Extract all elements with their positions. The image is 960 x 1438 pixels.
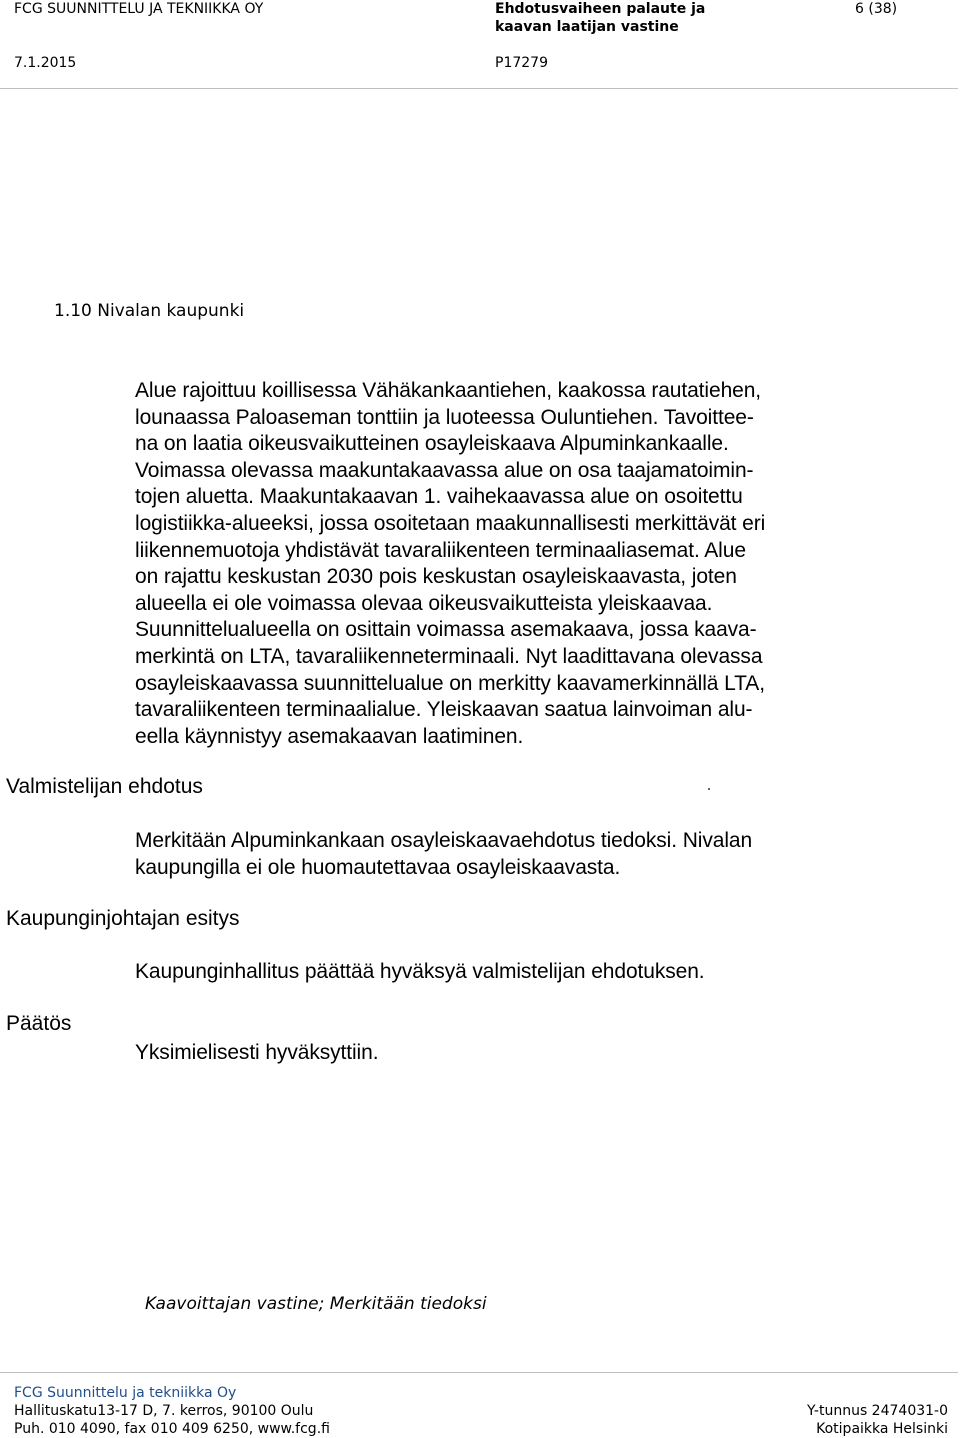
paragraph-line: na on laatia oikeusvaikutteinen osayleiskaava Alpuminkankaalle. bbox=[135, 432, 729, 456]
footer-domicile: Kotipaikka Helsinki bbox=[816, 1421, 948, 1437]
proposal-line: kaupungilla ei ole huomautettavaa osayleiskaavasta. bbox=[135, 855, 621, 879]
paragraph-line: logistiikka-alueeksi, jossa osoitetaan maakunnallisesti merkittävät eri bbox=[135, 511, 766, 535]
paragraph-line: lounaassa Paloaseman tonttiin ja luoteessa Ouluntiehen. Tavoittee- bbox=[135, 405, 754, 429]
footer-address: Hallituskatu13-17 D, 7. kerros, 90100 Oulu bbox=[14, 1403, 314, 1419]
footer-contact: Puh. 010 4090, fax 010 409 6250, www.fcg.fi bbox=[14, 1421, 330, 1437]
esitys-text: Kaupunginhallitus päättää hyväksyä valmistelijan ehdotuksen. bbox=[135, 960, 705, 983]
label-valmistelijan-ehdotus: Valmistelijan ehdotus bbox=[6, 775, 203, 798]
paragraph-line: alueella ei ole voimassa olevaa oikeusvaikutteista yleiskaavaa. bbox=[135, 591, 713, 615]
project-number: P17279 bbox=[495, 55, 548, 71]
company-name: FCG SUUNNITTELU JA TEKNIIKKA OY bbox=[14, 1, 264, 17]
proposal-paragraph bbox=[135, 828, 752, 881]
paragraph-line: Voimassa olevassa maakuntakaavassa alue on osa taajamatoimin- bbox=[135, 458, 754, 482]
paragraph-line: liikennemuotoja yhdistävät tavaraliikenteen terminaaliasemat. Alue bbox=[135, 538, 746, 562]
scanned-paragraph bbox=[135, 378, 765, 750]
footer-rule bbox=[0, 1372, 958, 1373]
proposal-line: Merkitään Alpuminkankaan osayleiskaavaehdotus tiedoksi. Nivalan bbox=[135, 829, 753, 852]
scan-speck bbox=[708, 788, 710, 790]
footer-business-id: Y-tunnus 2474031-0 bbox=[807, 1403, 948, 1419]
paatos-text: Yksimielisesti hyväksyttiin. bbox=[135, 1041, 379, 1064]
planner-response: Kaavoittajan vastine; Merkitään tiedoksi bbox=[145, 1294, 487, 1314]
header-rule bbox=[0, 88, 958, 89]
label-paatos: Päätös bbox=[6, 1012, 72, 1035]
paragraph-line: on rajattu keskustan 2030 pois keskustan osayleiskaavasta, joten bbox=[135, 565, 737, 589]
paragraph-line: tavaraliikenteen terminaalialue. Yleiskaavan saatua lainvoiman alu- bbox=[135, 698, 753, 722]
paragraph-line: tojen aluetta. Maakuntakaavan 1. vaihekaavassa alue on osoitettu bbox=[135, 485, 743, 509]
paragraph-line: Suunnittelualueella on osittain voimassa asemakaava, jossa kaava- bbox=[135, 618, 757, 642]
document-title-line2: kaavan laatijan vastine bbox=[495, 19, 679, 35]
paragraph-line: Alue rajoittuu koillisessa Vähäkankaantiehen, kaakossa rautatiehen, bbox=[135, 379, 762, 402]
page-number: 6 (38) bbox=[855, 1, 898, 17]
label-kaupunginjohtajan-esitys: Kaupunginjohtajan esitys bbox=[6, 907, 240, 930]
footer-company: FCG Suunnittelu ja tekniikka Oy bbox=[14, 1385, 237, 1401]
document-date: 7.1.2015 bbox=[14, 55, 77, 71]
section-title: 1.10 Nivalan kaupunki bbox=[54, 301, 245, 321]
paragraph-line: merkintä on LTA, tavaraliikenneterminaali. Nyt laadittavana olevassa bbox=[135, 644, 763, 668]
paragraph-line: osayleiskaavassa suunnittelualue on merkitty kaavamerkinnällä LTA, bbox=[135, 671, 765, 695]
paragraph-line: eella käynnistyy asemakaavan laatiminen. bbox=[135, 724, 524, 748]
document-title-line1: Ehdotusvaiheen palaute ja bbox=[495, 1, 706, 17]
